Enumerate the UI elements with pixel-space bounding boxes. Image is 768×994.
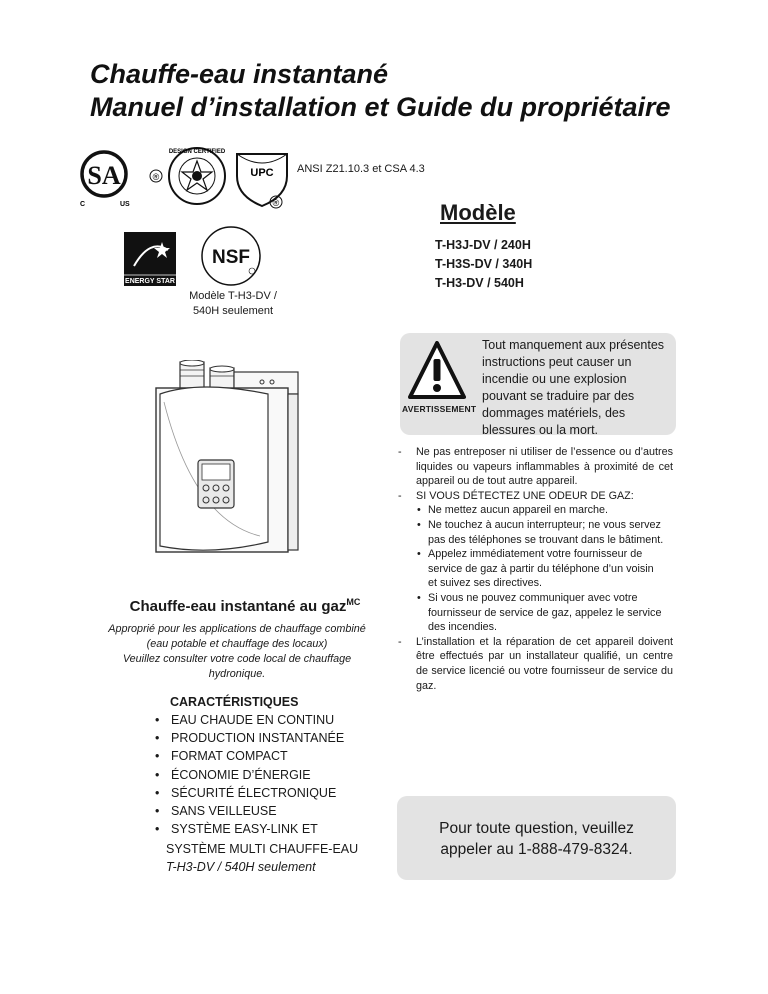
warning-list (398, 445, 673, 693)
design-seal-text: DESIGN CERTIFIED (168, 149, 226, 155)
csa-mark-c: C (80, 201, 86, 208)
upc-logo (232, 148, 298, 210)
product-title: Chauffe-eau instantané au gaz$^{MC}$ (129, 597, 361, 615)
title-line-1: Chauffe-eau instantané (90, 59, 389, 89)
csa-logo (76, 150, 166, 210)
csa-registered: ® (152, 172, 160, 182)
warning-triangle-icon (408, 341, 466, 401)
energy-star-label: ENERGY STAR (125, 278, 175, 285)
list-item: - L’installation et la réparation de cet appareil doivent être effectués par un installateur qualifié, un centre de service licencié ou votre fournisseur de service du gaz. (398, 635, 673, 692)
feature-item: • SANS VEILLEUSE (155, 804, 277, 819)
product-description: Approprié pour les applications de chauffage combiné (eau potable et chauffage des locaux) Veuillez consulter votre code local de chauffage hydronique. (108, 623, 366, 680)
model-item: T-H3J-DV / 240H (435, 238, 531, 252)
features-note: SYSTÈME MULTI CHAUFFE-EAU T-H3-DV / 540H seulement (166, 842, 359, 874)
contact-text: Pour toute question, veuillez appeler au 1-888-479-8324. (439, 820, 634, 858)
nsf-label: NSF (212, 247, 250, 268)
page-title (90, 58, 671, 124)
feature-item: • PRODUCTION INSTANTANÉE (155, 731, 345, 746)
bullet-item: • Ne touchez à aucun interrupteur; ne vous servez pas des téléphones se trouvant dans le bâtiment. (417, 518, 664, 546)
list-item: - SI VOUS DÉTECTEZ UNE ODEUR DE GAZ: (398, 489, 634, 502)
energy-star-logo (124, 232, 176, 286)
model-list (435, 236, 532, 293)
feature-item: • FORMAT COMPACT (155, 749, 288, 764)
warning-label: AVERTISSEMENT (402, 404, 477, 414)
features-list (148, 711, 344, 838)
design-certified-seal (166, 145, 230, 209)
feature-item: • EAU CHAUDE EN CONTINU (155, 713, 335, 727)
model-item: T-H3S-DV / 340H (435, 257, 533, 271)
feature-item: • SÉCURITÉ ÉLECTRONIQUE (155, 785, 337, 800)
water-heater-illustration (150, 360, 310, 560)
warning-box-text: Tout manquement aux présentes instructions peut causer un incendie ou une explosion pouvant se traduire par des dommages matériels, des blessures ou la mort. (482, 338, 665, 437)
upc-text: UPC (250, 167, 274, 179)
bullet-item: • Ne mettez aucun appareil en marche. (417, 504, 609, 517)
feature-item: • SYSTÈME EASY-LINK ET (155, 822, 318, 837)
title-line-2: Manuel d’installation et Guide du propriétaire (90, 92, 671, 122)
model-item: T-H3-DV / 540H (435, 276, 524, 290)
features-heading: CARACTÉRISTIQUES (170, 695, 299, 709)
nsf-caption: Modèle T-H3-DV / 540H seulement (189, 290, 277, 317)
csa-mark-us: US (120, 201, 130, 208)
bullet-item: • Appelez immédiatement votre fournisseur de service de gaz à partir du téléphone d’un voisin et suivez ses directives. (417, 548, 654, 590)
bullet-item: • Si vous ne pouvez communiquer avec votre fournisseur de service de gaz, appelez le service des incendies. (417, 591, 662, 634)
list-item: - Ne pas entreposer ni utiliser de l’essence ou d’autres liquides ou vapeurs inflammables à proximité de cet appareil ou de tout autre appareil. (398, 446, 673, 488)
model-heading: Modèle (440, 200, 516, 225)
trademark-sup: MC (346, 597, 361, 607)
upc-registered: ® (272, 198, 280, 208)
ansi-standard-text: ANSI Z21.10.3 et CSA 4.3 (297, 163, 425, 175)
nsf-logo (200, 225, 262, 287)
feature-item: • ÉCONOMIE D’ÉNERGIE (155, 767, 311, 782)
csa-letters: SA (87, 161, 121, 190)
